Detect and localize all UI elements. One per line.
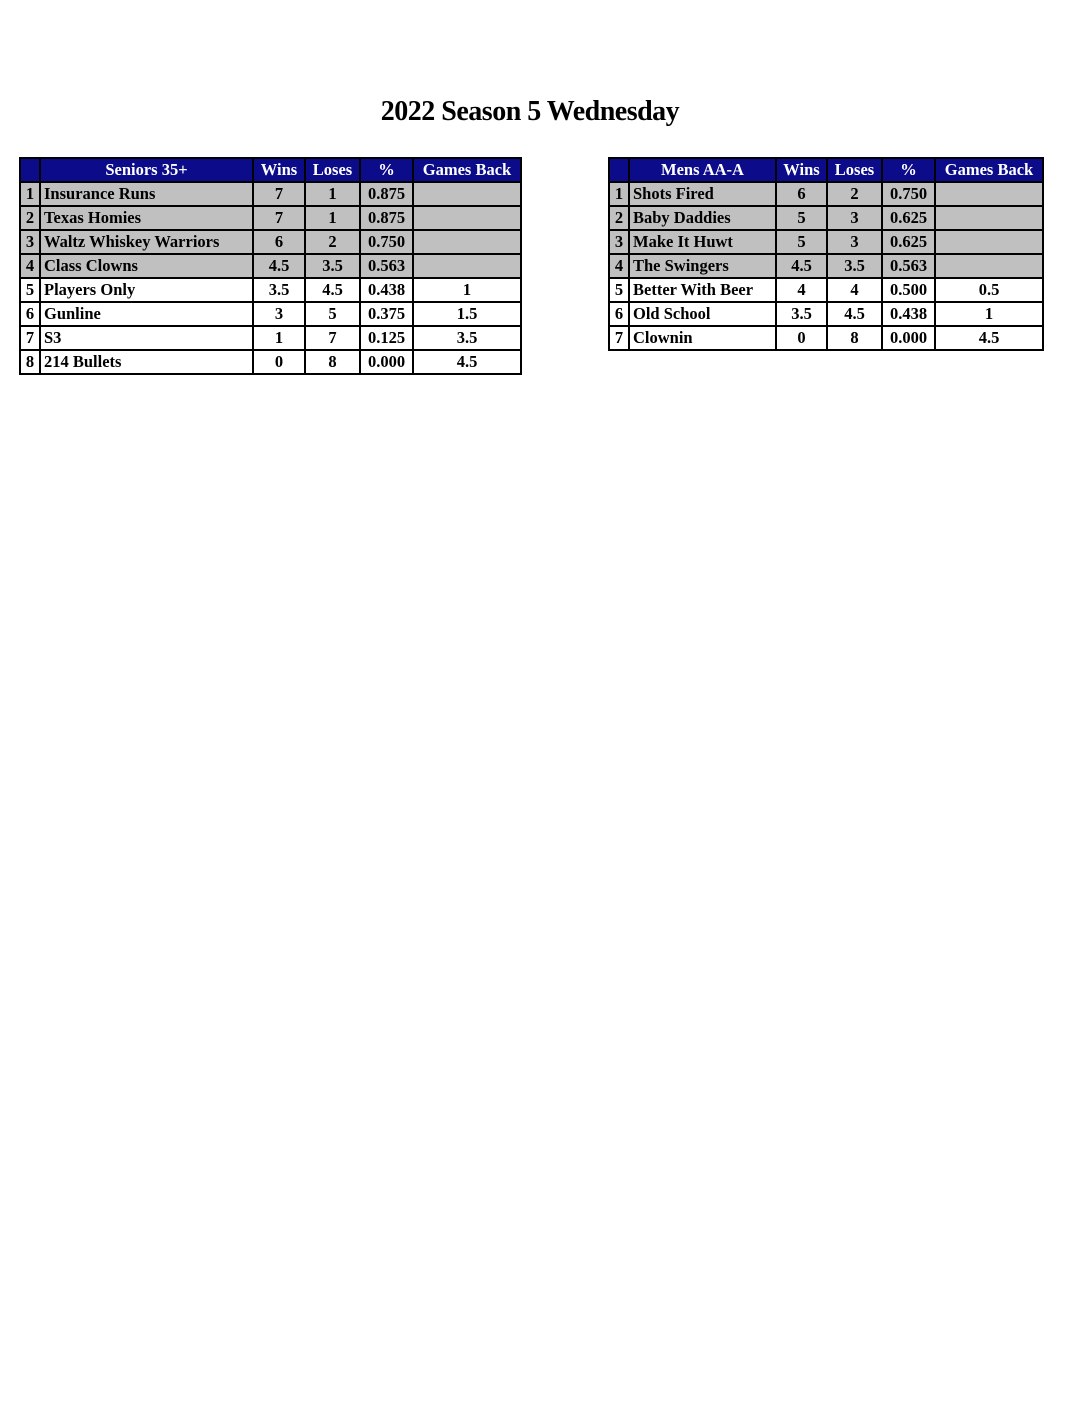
rank-cell: 8 <box>20 350 40 374</box>
table-row <box>609 278 1043 302</box>
loses-cell: 3.5 <box>827 254 882 278</box>
loses-cell: 1 <box>305 206 360 230</box>
games-back-cell <box>935 182 1043 206</box>
table-row <box>20 278 521 302</box>
team-name-cell: Better With Beer <box>629 278 776 302</box>
wins-cell: 3.5 <box>776 302 827 326</box>
division-name-header: Mens AA-A <box>629 158 776 182</box>
table-row <box>20 254 521 278</box>
rank-cell: 5 <box>609 278 629 302</box>
team-name-cell: Make It Huwt <box>629 230 776 254</box>
wins-cell: 7 <box>253 206 305 230</box>
rank-cell: 7 <box>609 326 629 350</box>
rank-cell: 2 <box>20 206 40 230</box>
table-row <box>609 326 1043 350</box>
loses-cell: 4.5 <box>305 278 360 302</box>
loses-cell: 5 <box>305 302 360 326</box>
loses-cell: 8 <box>305 350 360 374</box>
standings-table-seniors <box>19 157 522 375</box>
games-back-cell <box>413 230 521 254</box>
table-row <box>20 350 521 374</box>
loses-cell: 2 <box>305 230 360 254</box>
rank-cell: 7 <box>20 326 40 350</box>
games-back-cell <box>413 254 521 278</box>
games-back-cell: 4.5 <box>935 326 1043 350</box>
loses-cell: 3.5 <box>305 254 360 278</box>
pct-header: % <box>882 158 935 182</box>
pct-header: % <box>360 158 413 182</box>
rank-cell: 4 <box>609 254 629 278</box>
pct-cell: 0.000 <box>882 326 935 350</box>
team-name-cell: Texas Homies <box>40 206 253 230</box>
games-back-cell: 3.5 <box>413 326 521 350</box>
table-row <box>609 254 1043 278</box>
team-name-cell: Class Clowns <box>40 254 253 278</box>
games-back-cell <box>413 206 521 230</box>
wins-cell: 1 <box>253 326 305 350</box>
loses-cell: 1 <box>305 182 360 206</box>
rank-header <box>609 158 629 182</box>
pct-cell: 0.875 <box>360 182 413 206</box>
pct-cell: 0.500 <box>882 278 935 302</box>
rank-cell: 5 <box>20 278 40 302</box>
loses-cell: 7 <box>305 326 360 350</box>
pct-cell: 0.625 <box>882 230 935 254</box>
games-back-cell: 1 <box>413 278 521 302</box>
rank-cell: 1 <box>609 182 629 206</box>
games-back-cell: 0.5 <box>935 278 1043 302</box>
wins-cell: 5 <box>776 230 827 254</box>
games-back-cell <box>413 182 521 206</box>
wins-cell: 6 <box>776 182 827 206</box>
pct-cell: 0.375 <box>360 302 413 326</box>
table-row <box>609 302 1043 326</box>
pct-cell: 0.875 <box>360 206 413 230</box>
wins-cell: 4.5 <box>253 254 305 278</box>
table-body <box>20 182 521 374</box>
loses-cell: 3 <box>827 230 882 254</box>
wins-cell: 4.5 <box>776 254 827 278</box>
games-back-cell <box>935 206 1043 230</box>
rank-cell: 1 <box>20 182 40 206</box>
games-back-cell: 1 <box>935 302 1043 326</box>
pct-cell: 0.750 <box>360 230 413 254</box>
games-back-cell: 4.5 <box>413 350 521 374</box>
loses-cell: 3 <box>827 206 882 230</box>
pct-cell: 0.750 <box>882 182 935 206</box>
games-back-cell <box>935 230 1043 254</box>
loses-cell: 8 <box>827 326 882 350</box>
wins-cell: 3 <box>253 302 305 326</box>
page-title: 2022 Season 5 Wednesday <box>380 96 680 127</box>
pct-cell: 0.125 <box>360 326 413 350</box>
wins-header: Wins <box>253 158 305 182</box>
rank-cell: 6 <box>609 302 629 326</box>
standings-table-mens <box>608 157 1044 351</box>
team-name-cell: Gunline <box>40 302 253 326</box>
team-name-cell: Players Only <box>40 278 253 302</box>
loses-cell: 4 <box>827 278 882 302</box>
pct-cell: 0.563 <box>882 254 935 278</box>
team-name-cell: Insurance Runs <box>40 182 253 206</box>
rank-cell: 6 <box>20 302 40 326</box>
wins-header: Wins <box>776 158 827 182</box>
rank-cell: 2 <box>609 206 629 230</box>
table-row <box>20 182 521 206</box>
wins-cell: 3.5 <box>253 278 305 302</box>
wins-cell: 5 <box>776 206 827 230</box>
rank-cell: 3 <box>609 230 629 254</box>
loses-cell: 4.5 <box>827 302 882 326</box>
rank-cell: 3 <box>20 230 40 254</box>
team-name-cell: The Swingers <box>629 254 776 278</box>
wins-cell: 6 <box>253 230 305 254</box>
table-header-row <box>20 158 521 182</box>
team-name-cell: 214 Bullets <box>40 350 253 374</box>
division-name-header: Seniors 35+ <box>40 158 253 182</box>
games-back-header: Games Back <box>935 158 1043 182</box>
team-name-cell: Old School <box>629 302 776 326</box>
team-name-cell: Baby Daddies <box>629 206 776 230</box>
team-name-cell: Shots Fired <box>629 182 776 206</box>
pct-cell: 0.000 <box>360 350 413 374</box>
team-name-cell: Clownin <box>629 326 776 350</box>
team-name-cell: S3 <box>40 326 253 350</box>
loses-header: Loses <box>827 158 882 182</box>
table-row <box>609 230 1043 254</box>
table-row <box>20 302 521 326</box>
pct-cell: 0.438 <box>882 302 935 326</box>
table-row <box>20 326 521 350</box>
games-back-header: Games Back <box>413 158 521 182</box>
table-body <box>609 182 1043 350</box>
table-row <box>609 182 1043 206</box>
pct-cell: 0.563 <box>360 254 413 278</box>
games-back-cell <box>935 254 1043 278</box>
wins-cell: 0 <box>776 326 827 350</box>
rank-header <box>20 158 40 182</box>
pct-cell: 0.625 <box>882 206 935 230</box>
wins-cell: 4 <box>776 278 827 302</box>
table-header-row <box>609 158 1043 182</box>
table-row <box>609 206 1043 230</box>
table-row <box>20 206 521 230</box>
table-row <box>20 230 521 254</box>
pct-cell: 0.438 <box>360 278 413 302</box>
team-name-cell: Waltz Whiskey Warriors <box>40 230 253 254</box>
wins-cell: 0 <box>253 350 305 374</box>
games-back-cell: 1.5 <box>413 302 521 326</box>
loses-cell: 2 <box>827 182 882 206</box>
wins-cell: 7 <box>253 182 305 206</box>
rank-cell: 4 <box>20 254 40 278</box>
loses-header: Loses <box>305 158 360 182</box>
